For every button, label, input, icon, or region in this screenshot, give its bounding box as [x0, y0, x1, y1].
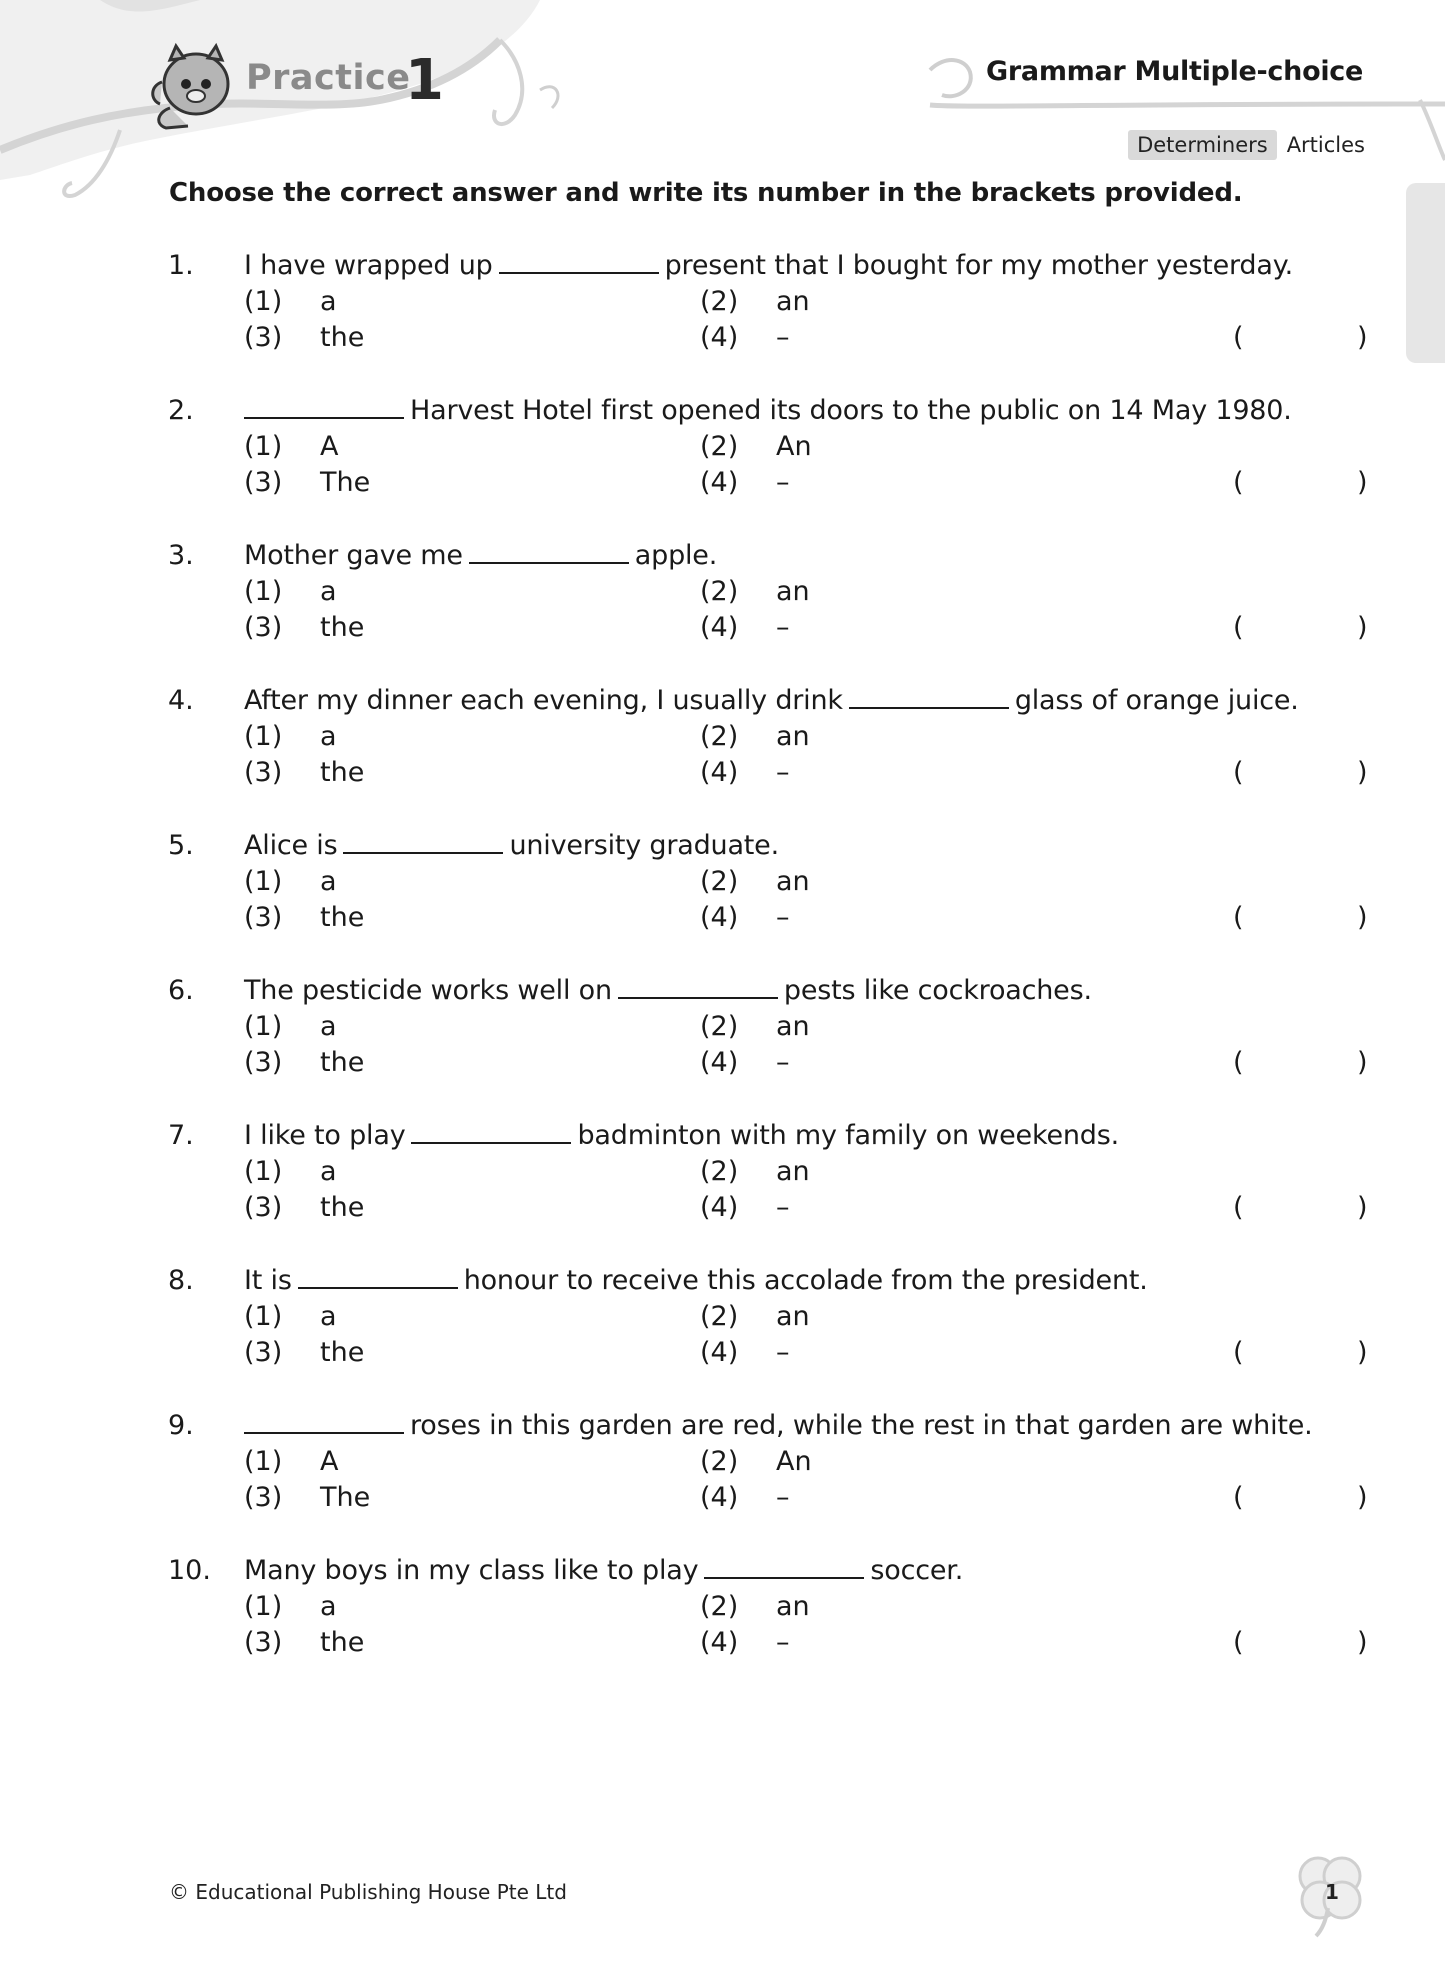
option-number: (3)	[244, 322, 283, 353]
option-text: An	[776, 431, 812, 462]
question-text	[244, 1410, 1313, 1441]
option-text: a	[320, 866, 337, 897]
option-text: the	[320, 1337, 365, 1368]
option-text: a	[320, 721, 337, 752]
question-item	[0, 1410, 1445, 1550]
option-text: –	[776, 1192, 790, 1223]
question-text-after: university graduate.	[509, 830, 779, 861]
question-text-after: Harvest Hotel first opened its doors to the public on 14 May 1980.	[410, 395, 1292, 426]
question-item	[0, 685, 1445, 825]
question-item	[0, 395, 1445, 535]
option-text: a	[320, 1301, 337, 1332]
answer-blank	[343, 830, 503, 854]
answer-blank	[618, 975, 778, 999]
option-text: the	[320, 1192, 365, 1223]
answer-bracket-open[interactable]: (	[1233, 1192, 1244, 1223]
option-text: –	[776, 1337, 790, 1368]
answer-bracket-open[interactable]: (	[1233, 757, 1244, 788]
option-number: (1)	[244, 721, 283, 752]
copyright-footer: © Educational Publishing House Pte Ltd	[169, 1880, 567, 1904]
tag-articles: Articles	[1286, 133, 1365, 157]
mascot-icon	[148, 42, 240, 134]
option-number: (4)	[700, 757, 739, 788]
option-number: (2)	[700, 1301, 739, 1332]
option-number: (1)	[244, 1446, 283, 1477]
question-item	[0, 830, 1445, 970]
option-text: –	[776, 1627, 790, 1658]
option-text: the	[320, 1047, 365, 1078]
option-number: (1)	[244, 866, 283, 897]
question-text	[244, 395, 1292, 426]
answer-bracket-close[interactable]: )	[1357, 1482, 1368, 1513]
question-text	[244, 540, 717, 571]
option-number: (4)	[700, 467, 739, 498]
question-text-before: Mother gave me	[244, 540, 463, 571]
answer-bracket-open[interactable]: (	[1233, 467, 1244, 498]
option-text: –	[776, 902, 790, 933]
question-text-after: honour to receive this accolade from the president.	[463, 1265, 1148, 1296]
instruction-text: Choose the correct answer and write its number in the brackets provided.	[169, 178, 1243, 208]
option-text: an	[776, 1301, 810, 1332]
option-text: an	[776, 1591, 810, 1622]
question-number: 4.	[168, 685, 194, 716]
option-text: an	[776, 1156, 810, 1187]
option-number: (3)	[244, 467, 283, 498]
question-item	[0, 975, 1445, 1115]
option-number: (2)	[700, 866, 739, 897]
question-text-after: apple.	[634, 540, 718, 571]
question-text	[244, 830, 779, 861]
option-number: (4)	[700, 902, 739, 933]
question-text-after: glass of orange juice.	[1014, 685, 1299, 716]
question-number: 5.	[168, 830, 194, 861]
answer-bracket-close[interactable]: )	[1357, 1337, 1368, 1368]
practice-label: Practice	[246, 58, 411, 98]
answer-blank	[298, 1265, 458, 1289]
section-title: Grammar Multiple-choice	[986, 56, 1363, 87]
answer-bracket-close[interactable]: )	[1357, 467, 1368, 498]
option-number: (1)	[244, 1011, 283, 1042]
answer-bracket-open[interactable]: (	[1233, 1627, 1244, 1658]
question-item	[0, 1265, 1445, 1405]
question-number: 9.	[168, 1410, 194, 1441]
option-number: (4)	[700, 1047, 739, 1078]
question-number: 3.	[168, 540, 194, 571]
option-text: the	[320, 1627, 365, 1658]
question-text	[244, 1120, 1119, 1151]
question-text-after: badminton with my family on weekends.	[577, 1120, 1119, 1151]
option-text: an	[776, 286, 810, 317]
answer-bracket-open[interactable]: (	[1233, 902, 1244, 933]
question-text-before: It is	[244, 1265, 292, 1296]
answer-bracket-open[interactable]: (	[1233, 612, 1244, 643]
question-text	[244, 685, 1299, 716]
option-text: a	[320, 1591, 337, 1622]
question-number: 7.	[168, 1120, 194, 1151]
option-number: (4)	[700, 1337, 739, 1368]
option-number: (4)	[700, 1192, 739, 1223]
option-number: (2)	[700, 576, 739, 607]
answer-bracket-close[interactable]: )	[1357, 1192, 1368, 1223]
answer-blank	[499, 250, 659, 274]
question-number: 1.	[168, 250, 194, 281]
option-number: (1)	[244, 1591, 283, 1622]
question-text-after: present that I bought for my mother yesterday.	[664, 250, 1294, 281]
answer-bracket-close[interactable]: )	[1357, 612, 1368, 643]
option-text: a	[320, 576, 337, 607]
answer-bracket-close[interactable]: )	[1357, 322, 1368, 353]
question-text	[244, 1555, 963, 1586]
practice-number: 1	[405, 48, 444, 113]
question-number: 10.	[168, 1555, 211, 1586]
option-number: (3)	[244, 1047, 283, 1078]
answer-bracket-open[interactable]: (	[1233, 1482, 1244, 1513]
option-number: (3)	[244, 1192, 283, 1223]
option-text: the	[320, 322, 365, 353]
question-text-after: roses in this garden are red, while the rest in that garden are white.	[410, 1410, 1313, 1441]
option-number: (4)	[700, 322, 739, 353]
option-text: The	[320, 467, 371, 498]
answer-blank	[411, 1120, 571, 1144]
option-text: a	[320, 1156, 337, 1187]
option-text: the	[320, 757, 365, 788]
option-number: (2)	[700, 721, 739, 752]
answer-blank	[244, 395, 404, 419]
option-text: an	[776, 576, 810, 607]
answer-blank	[469, 540, 629, 564]
option-number: (1)	[244, 576, 283, 607]
answer-bracket-close[interactable]: )	[1357, 1627, 1368, 1658]
option-text: a	[320, 1011, 337, 1042]
option-text: –	[776, 757, 790, 788]
question-item	[0, 1555, 1445, 1695]
option-number: (3)	[244, 902, 283, 933]
question-text-before: After my dinner each evening, I usually drink	[244, 685, 843, 716]
option-number: (2)	[700, 1156, 739, 1187]
question-text-before: Many boys in my class like to play	[244, 1555, 699, 1586]
option-text: An	[776, 1446, 812, 1477]
option-number: (1)	[244, 286, 283, 317]
option-number: (3)	[244, 757, 283, 788]
option-text: –	[776, 1482, 790, 1513]
answer-blank	[849, 685, 1009, 709]
option-text: The	[320, 1482, 371, 1513]
answer-bracket-close[interactable]: )	[1357, 902, 1368, 933]
question-text	[244, 1265, 1148, 1296]
option-number: (3)	[244, 1337, 283, 1368]
question-text-after: pests like cockroaches.	[783, 975, 1092, 1006]
answer-blank	[244, 1410, 404, 1434]
option-number: (2)	[700, 431, 739, 462]
answer-bracket-close[interactable]: )	[1357, 757, 1368, 788]
option-number: (1)	[244, 1156, 283, 1187]
question-item	[0, 250, 1445, 390]
option-text: an	[776, 721, 810, 752]
question-text-before: The pesticide works well on	[244, 975, 612, 1006]
option-number: (2)	[700, 1591, 739, 1622]
answer-bracket-open[interactable]: (	[1233, 322, 1244, 353]
option-number: (1)	[244, 431, 283, 462]
option-text: –	[776, 467, 790, 498]
question-text-before: Alice is	[244, 830, 338, 861]
question-text-after: soccer.	[870, 1555, 964, 1586]
question-item	[0, 1120, 1445, 1260]
question-number: 6.	[168, 975, 194, 1006]
option-text: –	[776, 322, 790, 353]
question-text-before: I like to play	[244, 1120, 406, 1151]
option-text: an	[776, 1011, 810, 1042]
answer-bracket-open[interactable]: (	[1233, 1047, 1244, 1078]
option-number: (2)	[700, 286, 739, 317]
option-number: (2)	[700, 1011, 739, 1042]
option-number: (4)	[700, 1627, 739, 1658]
option-text: A	[320, 1446, 339, 1477]
option-number: (3)	[244, 1627, 283, 1658]
option-text: an	[776, 866, 810, 897]
option-number: (4)	[700, 612, 739, 643]
option-text: the	[320, 612, 365, 643]
page-number: 1	[1325, 1880, 1339, 1904]
question-number: 8.	[168, 1265, 194, 1296]
tag-determiners: Determiners	[1128, 130, 1277, 160]
option-text: –	[776, 1047, 790, 1078]
question-text	[244, 975, 1092, 1006]
question-text	[244, 250, 1293, 281]
answer-bracket-close[interactable]: )	[1357, 1047, 1368, 1078]
option-text: –	[776, 612, 790, 643]
question-item	[0, 540, 1445, 680]
option-number: (2)	[700, 1446, 739, 1477]
option-number: (4)	[700, 1482, 739, 1513]
question-number: 2.	[168, 395, 194, 426]
answer-blank	[704, 1555, 864, 1579]
option-number: (3)	[244, 1482, 283, 1513]
option-text: A	[320, 431, 339, 462]
topic-tags	[1128, 130, 1367, 160]
option-text: a	[320, 286, 337, 317]
option-number: (1)	[244, 1301, 283, 1332]
option-text: the	[320, 902, 365, 933]
option-number: (3)	[244, 612, 283, 643]
answer-bracket-open[interactable]: (	[1233, 1337, 1244, 1368]
question-text-before: I have wrapped up	[244, 250, 493, 281]
